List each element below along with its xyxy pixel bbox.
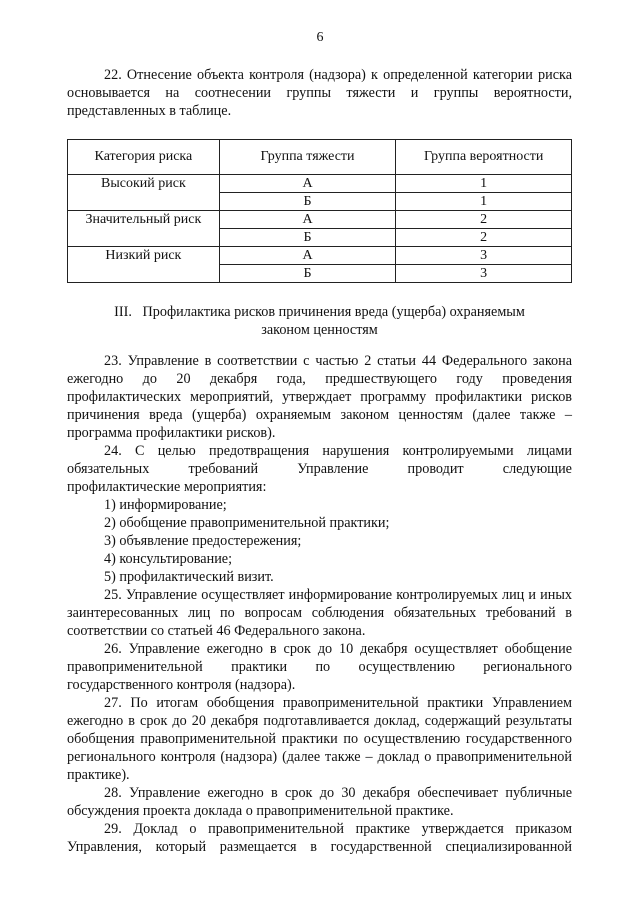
list-item: 3) объявление предостережения; xyxy=(104,533,302,549)
probability-cell: 3 xyxy=(396,265,572,283)
page-number: 6 xyxy=(316,30,324,45)
intro-block xyxy=(67,66,572,120)
probability-cell: 1 xyxy=(396,175,572,193)
paragraph-25: 25. Управление осуществляет информирование контролируемых лиц и иных заинтересованных лиц по вопросам соблюдения обязательных требований в соответствии со статьей 46 Федерального закона. xyxy=(67,587,572,639)
severity-cell: Б xyxy=(219,193,396,211)
list-item: 5) профилактический визит. xyxy=(104,569,274,585)
severity-cell: Б xyxy=(219,265,396,283)
word: следующие xyxy=(502,461,572,477)
word: проводит xyxy=(407,461,464,477)
paragraph-24-line: профилактические мероприятия: xyxy=(67,479,267,495)
severity-cell: А xyxy=(219,211,396,229)
table-row xyxy=(68,247,572,265)
severity-cell: А xyxy=(219,175,396,193)
risk-category-cell: Значительный риск xyxy=(68,211,220,247)
paragraph-23: 23. Управление в соответствии с частью 2 статьи 44 Федерального закона ежегодно до 20 декабря года, предшествующего году проведения профилактических мероприятий, утверждает программу профилактики рисков причинения вреда (ущерба) охраняемым законом ценностям (далее также – программа профилактики рисков). xyxy=(67,353,572,441)
paragraph-24-line xyxy=(67,460,572,478)
list-item: 4) консультирование; xyxy=(104,551,233,567)
section-heading-line: III. Профилактика рисков причинения вреда (ущерба) охраняемым xyxy=(114,304,525,320)
table-header-cell: Группа вероятности xyxy=(396,140,572,175)
word: обязательных xyxy=(67,461,150,477)
severity-cell: Б xyxy=(219,229,396,247)
risk-category-cell: Высокий риск xyxy=(68,175,220,211)
probability-cell: 2 xyxy=(396,229,572,247)
section-heading xyxy=(67,303,572,339)
list-item: 2) обобщение правоприменительной практики; xyxy=(104,515,390,531)
list-item: 1) информирование; xyxy=(104,497,227,513)
table-header-row xyxy=(68,140,572,175)
paragraph-24-line: 24. С целью предотвращения нарушения контролируемыми лицами xyxy=(104,443,572,459)
paragraph-27: 27. По итогам обобщения правоприменительной практики Управлением ежегодно в срок до 20 декабря подготавливается доклад, содержащий результаты обобщения правоприменительной практики по осуществлению государственного регионального контроля (надзора) (далее также – доклад о правоприменительной практике). xyxy=(67,695,572,783)
table-row xyxy=(68,211,572,229)
severity-cell: А xyxy=(219,247,396,265)
probability-cell: 1 xyxy=(396,193,572,211)
paragraph-22: 22. Отнесение объекта контроля (надзора) к определенной категории риска основывается на соотнесении группы тяжести и группы вероятности, представленных в таблице. xyxy=(67,67,572,119)
probability-cell: 2 xyxy=(396,211,572,229)
risk-table xyxy=(67,139,572,283)
table-row xyxy=(68,175,572,193)
paragraph-29: 29. Доклад о правоприменительной практике утверждается приказом Управления, который размещается в государственной специализированной xyxy=(67,821,572,855)
paragraph-28: 28. Управление ежегодно в срок до 30 декабря обеспечивает публичные обсуждения проекта доклада о правоприменительной практике. xyxy=(67,785,572,819)
probability-cell: 3 xyxy=(396,247,572,265)
section-heading-line: законом ценностям xyxy=(261,322,378,338)
risk-category-cell: Низкий риск xyxy=(68,247,220,283)
word: Управление xyxy=(297,461,369,477)
word: требований xyxy=(188,461,259,477)
paragraph-26: 26. Управление ежегодно в срок до 10 декабря осуществляет обобщение правоприменительной практики по осуществлению регионального государственного контроля (надзора). xyxy=(67,641,572,693)
table-header-cell: Группа тяжести xyxy=(219,140,396,175)
table-header-cell: Категория риска xyxy=(68,140,220,175)
section-body xyxy=(67,352,572,856)
